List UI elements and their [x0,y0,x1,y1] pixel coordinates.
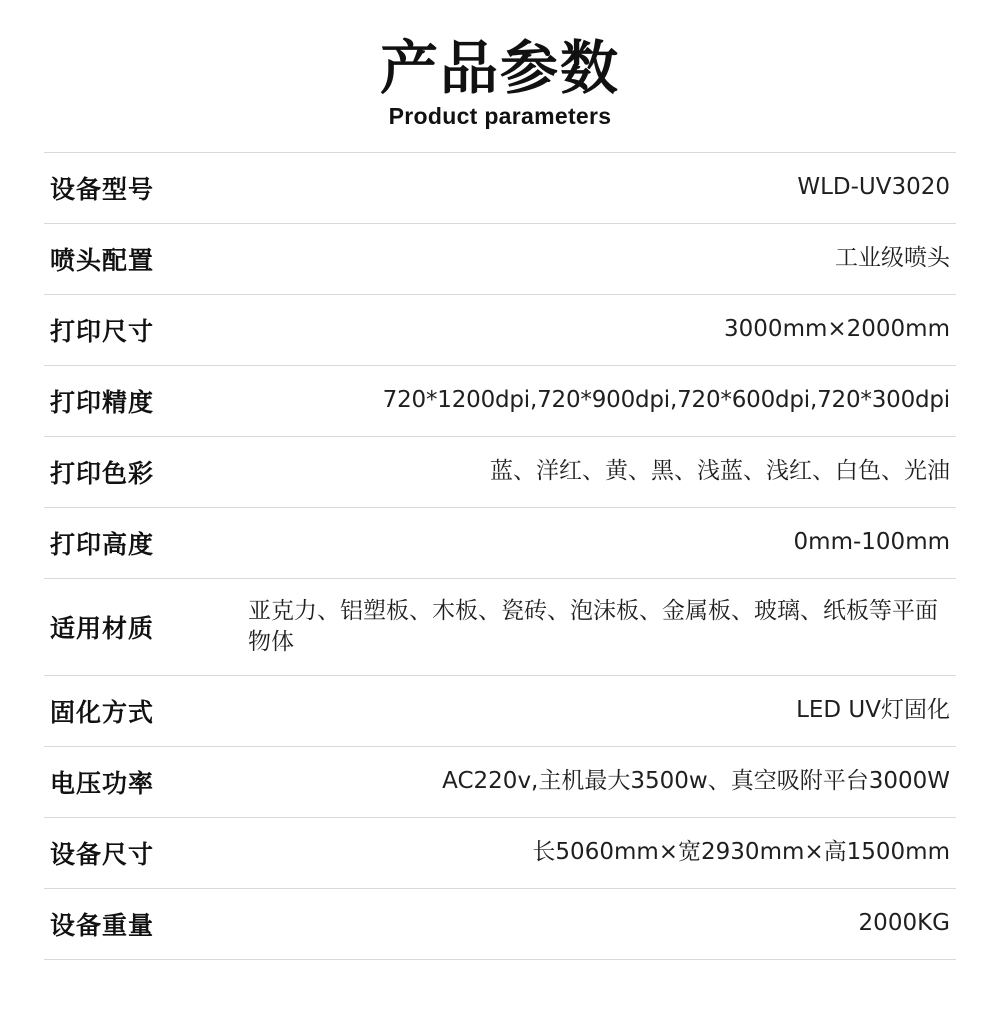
page-header [0,0,1000,130]
page-title: 产品参数 [379,34,620,102]
spec-label: 打印精度 [50,387,155,417]
spec-value: 蓝、洋红、黄、黑、浅蓝、浅红、白色、光油 [490,458,950,485]
table-row [44,746,956,817]
spec-value: 2000KG [858,910,950,937]
table-row [44,578,956,675]
spec-value: 0mm-100mm [793,529,950,556]
spec-value: WLD-UV3020 [797,174,950,201]
spec-value: 亚克力、铝塑板、木板、瓷砖、泡沫板、金属板、玻璃、纸板等平面物体 [248,597,938,655]
spec-label: 喷头配置 [50,245,155,275]
spec-label: 固化方式 [50,697,155,727]
spec-value: LED UV灯固化 [796,697,950,724]
specifications-table [44,152,956,960]
spec-label: 适用材质 [50,613,155,643]
spec-label: 电压功率 [50,768,155,798]
table-row [44,888,956,959]
spec-value: 长5060mm×宽2930mm×高1500mm [532,839,950,866]
spec-value: 720*1200dpi,720*900dpi,720*600dpi,720*300dpi [382,387,950,414]
table-row [44,507,956,578]
spec-label: 设备尺寸 [50,839,155,869]
table-row [44,817,956,888]
table-row [44,436,956,507]
table-row [44,294,956,365]
table-row [44,223,956,294]
page-subtitle: Product parameters [388,102,612,129]
spec-label: 设备型号 [50,174,155,204]
spec-label: 打印高度 [50,529,155,559]
spec-label: 设备重量 [50,910,155,940]
spec-label: 打印色彩 [50,458,155,488]
table-row [44,365,956,436]
spec-value: 工业级喷头 [835,245,950,272]
table-row [44,675,956,746]
spec-value: 3000mm×2000mm [724,316,950,343]
spec-label: 打印尺寸 [50,316,155,346]
spec-value: AC220v,主机最大3500w、真空吸附平台3000W [442,768,950,795]
table-row [44,152,956,223]
